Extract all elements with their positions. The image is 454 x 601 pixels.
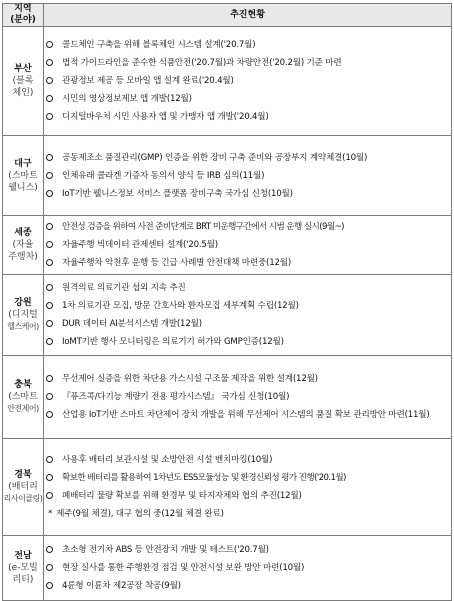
circle-bullet-icon (46, 241, 53, 248)
content-cell (44, 216, 452, 275)
table-row (3, 536, 452, 601)
circle-bullet-icon (46, 113, 53, 120)
circle-bullet-icon (46, 320, 53, 327)
list-item: 법적 가이드라인을 준수한 식품안전('20.7월)과 차량안전('20.2월) 기준 마련 (44, 54, 451, 72)
region-sub: 안전제어) (7, 404, 39, 413)
circle-bullet-icon (46, 474, 53, 481)
list-item: IoT기반 웰니스정보 서비스 플랫폼 장비구축 국가심 신청(10월) (44, 185, 451, 203)
circle-bullet-icon (46, 190, 53, 197)
circle-bullet-icon (46, 284, 53, 291)
list-item: 자율주행차 악천후 운행 등 긴급 사례별 안전대책 마련중(12월) (44, 254, 451, 272)
content-cell (44, 356, 452, 439)
status-table (2, 3, 452, 601)
region-cell (3, 136, 44, 216)
list-item: DUR 데이터 AI분석시스템 개발(12월) (44, 315, 451, 333)
region-header (3, 4, 44, 27)
region-sub: 체인) (12, 88, 34, 98)
content-cell (44, 275, 452, 356)
region-cell (3, 216, 44, 275)
list-item: 확보한 배터리를 활용하여 1차년도 ESS모듈성능 및 환경신뢰성 평가 진행('20.1월) (44, 469, 451, 487)
header-row (3, 4, 452, 27)
region-cell (3, 536, 44, 601)
list-item: 1차 의료기관 모집, 방문 간호사와 환자모집 세부계획 수립(12월) (44, 297, 451, 315)
circle-bullet-icon (46, 546, 53, 553)
table-row (3, 27, 452, 136)
list-item: 초소형 전기차 ABS 등 안전장치 개발 및 테스트('20.7월) (44, 541, 451, 559)
list-item-note: * 제주(9월 체결), 대구 협의 중(12월 체결 완료) (44, 505, 451, 523)
circle-bullet-icon (46, 456, 53, 463)
region-name: 경북 (14, 470, 32, 480)
list-item: 사용후 배터리 보관시설 및 소방안전 시설 벤치마킹(10월) (44, 451, 451, 469)
list-item: 무선제어 실증을 위한 차단용 가스시설 구조물 제작을 위한 설계(12월) (44, 370, 451, 388)
region-sub: (스마트 (8, 170, 38, 181)
content-cell (44, 439, 452, 536)
content-cell (44, 136, 452, 216)
list-item: 4륜형 이륜차 제2공장 착공(9월) (44, 577, 451, 595)
region-sub: 리사이클링) (3, 494, 43, 503)
region-sub: 웰니스) (8, 182, 38, 193)
region-header-line1: 지역 (14, 4, 32, 14)
region-name: 대구 (14, 158, 32, 169)
region-cell (3, 439, 44, 536)
content-cell (44, 536, 452, 601)
region-sub: (자율 (12, 240, 34, 250)
list-item: 『퓨즈콕/다기능 계량기 전용 평가시스템』 국가심 신청(10월) (44, 388, 451, 406)
circle-bullet-icon (46, 582, 53, 589)
circle-bullet-icon (46, 564, 53, 571)
circle-bullet-icon (46, 259, 53, 266)
circle-bullet-icon (46, 411, 53, 418)
region-cell (3, 356, 44, 439)
circle-bullet-icon (46, 154, 53, 161)
circle-bullet-icon (46, 77, 53, 84)
list-item: 콜드체인 구축을 위해 블록체인 시스템 설계('20.7월) (44, 36, 451, 54)
region-sub: (스마트 (8, 392, 38, 402)
list-item: 산업용 IoT기반 스마트 차단제어 장치 개발을 위해 무선제어 시스템의 품질 확보 관리방안 마련(11월) (44, 406, 451, 424)
region-name: 부산 (14, 64, 32, 74)
table-row (3, 356, 452, 439)
region-sub: (블록 (12, 76, 34, 86)
region-sub: (디지털 (8, 310, 38, 320)
content-header: 추진현황 (44, 4, 452, 27)
circle-bullet-icon (46, 302, 53, 309)
circle-bullet-icon (46, 59, 53, 66)
list-item: 디지털바우처 시민 사용자 앱 및 가맹자 앱 개발('20.4월) (44, 108, 451, 126)
circle-bullet-icon (46, 95, 53, 102)
circle-bullet-icon (46, 393, 53, 400)
circle-bullet-icon (46, 375, 53, 382)
region-name: 전남 (14, 551, 32, 561)
list-item: 공동제조소 품질관리(GMP) 인증을 위한 장비 구축 준비와 공장부지 계약체결(10월) (44, 149, 451, 167)
content-cell (44, 27, 452, 136)
table-row (3, 439, 452, 536)
list-item: 시민의 영상정보제보 앱 개발(12월) (44, 90, 451, 108)
region-header-line2: (분야) (10, 15, 36, 25)
table-row (3, 275, 452, 356)
circle-bullet-icon (46, 338, 53, 345)
list-item: IoMT기반 행사 모니터링은 의료기기 허가와 GMP인증(12월) (44, 333, 451, 351)
region-name: 충북 (14, 380, 32, 390)
circle-bullet-icon (46, 492, 53, 499)
list-item: 현장 실사를 통한 주행환경 점검 및 안전시설 보완 방안 마련(10월) (44, 559, 451, 577)
region-sub: (e-모빌 (8, 563, 38, 573)
list-item: 원격의료 의료기관 섭외 지속 추진 (44, 279, 451, 297)
region-sub: 헬스케어) (7, 322, 39, 331)
region-sub: 주행차) (8, 252, 38, 262)
region-name: 세종 (14, 228, 32, 238)
list-item: 인체유래 콜라겐 기증자 동의서 양식 등 IRB 심의(11월) (44, 167, 451, 185)
circle-bullet-icon (46, 41, 53, 48)
region-name: 강원 (14, 298, 32, 308)
asterisk-icon: * (48, 509, 53, 519)
table-row (3, 136, 452, 216)
list-item: 자율주행 빅데이터 관제센터 설계('20.5월) (44, 236, 451, 254)
region-cell (3, 27, 44, 136)
circle-bullet-icon (46, 223, 53, 230)
list-item: 관광정보 제공 등 모바일 앱 설계 완료('20.4월) (44, 72, 451, 90)
list-item: 안전성 검증을 위하여 사전 준비단계로 BRT 미운행구간에서 시범 운행 실시(9월~) (44, 218, 451, 236)
table-row (3, 216, 452, 275)
region-sub: (배터리 (8, 482, 38, 492)
list-item: 폐배터리 물량 확보를 위해 환경부 및 타지자체와 협의 추진(12월) (44, 487, 451, 505)
circle-bullet-icon (46, 172, 53, 179)
region-sub: 리티) (12, 575, 34, 585)
region-cell (3, 275, 44, 356)
